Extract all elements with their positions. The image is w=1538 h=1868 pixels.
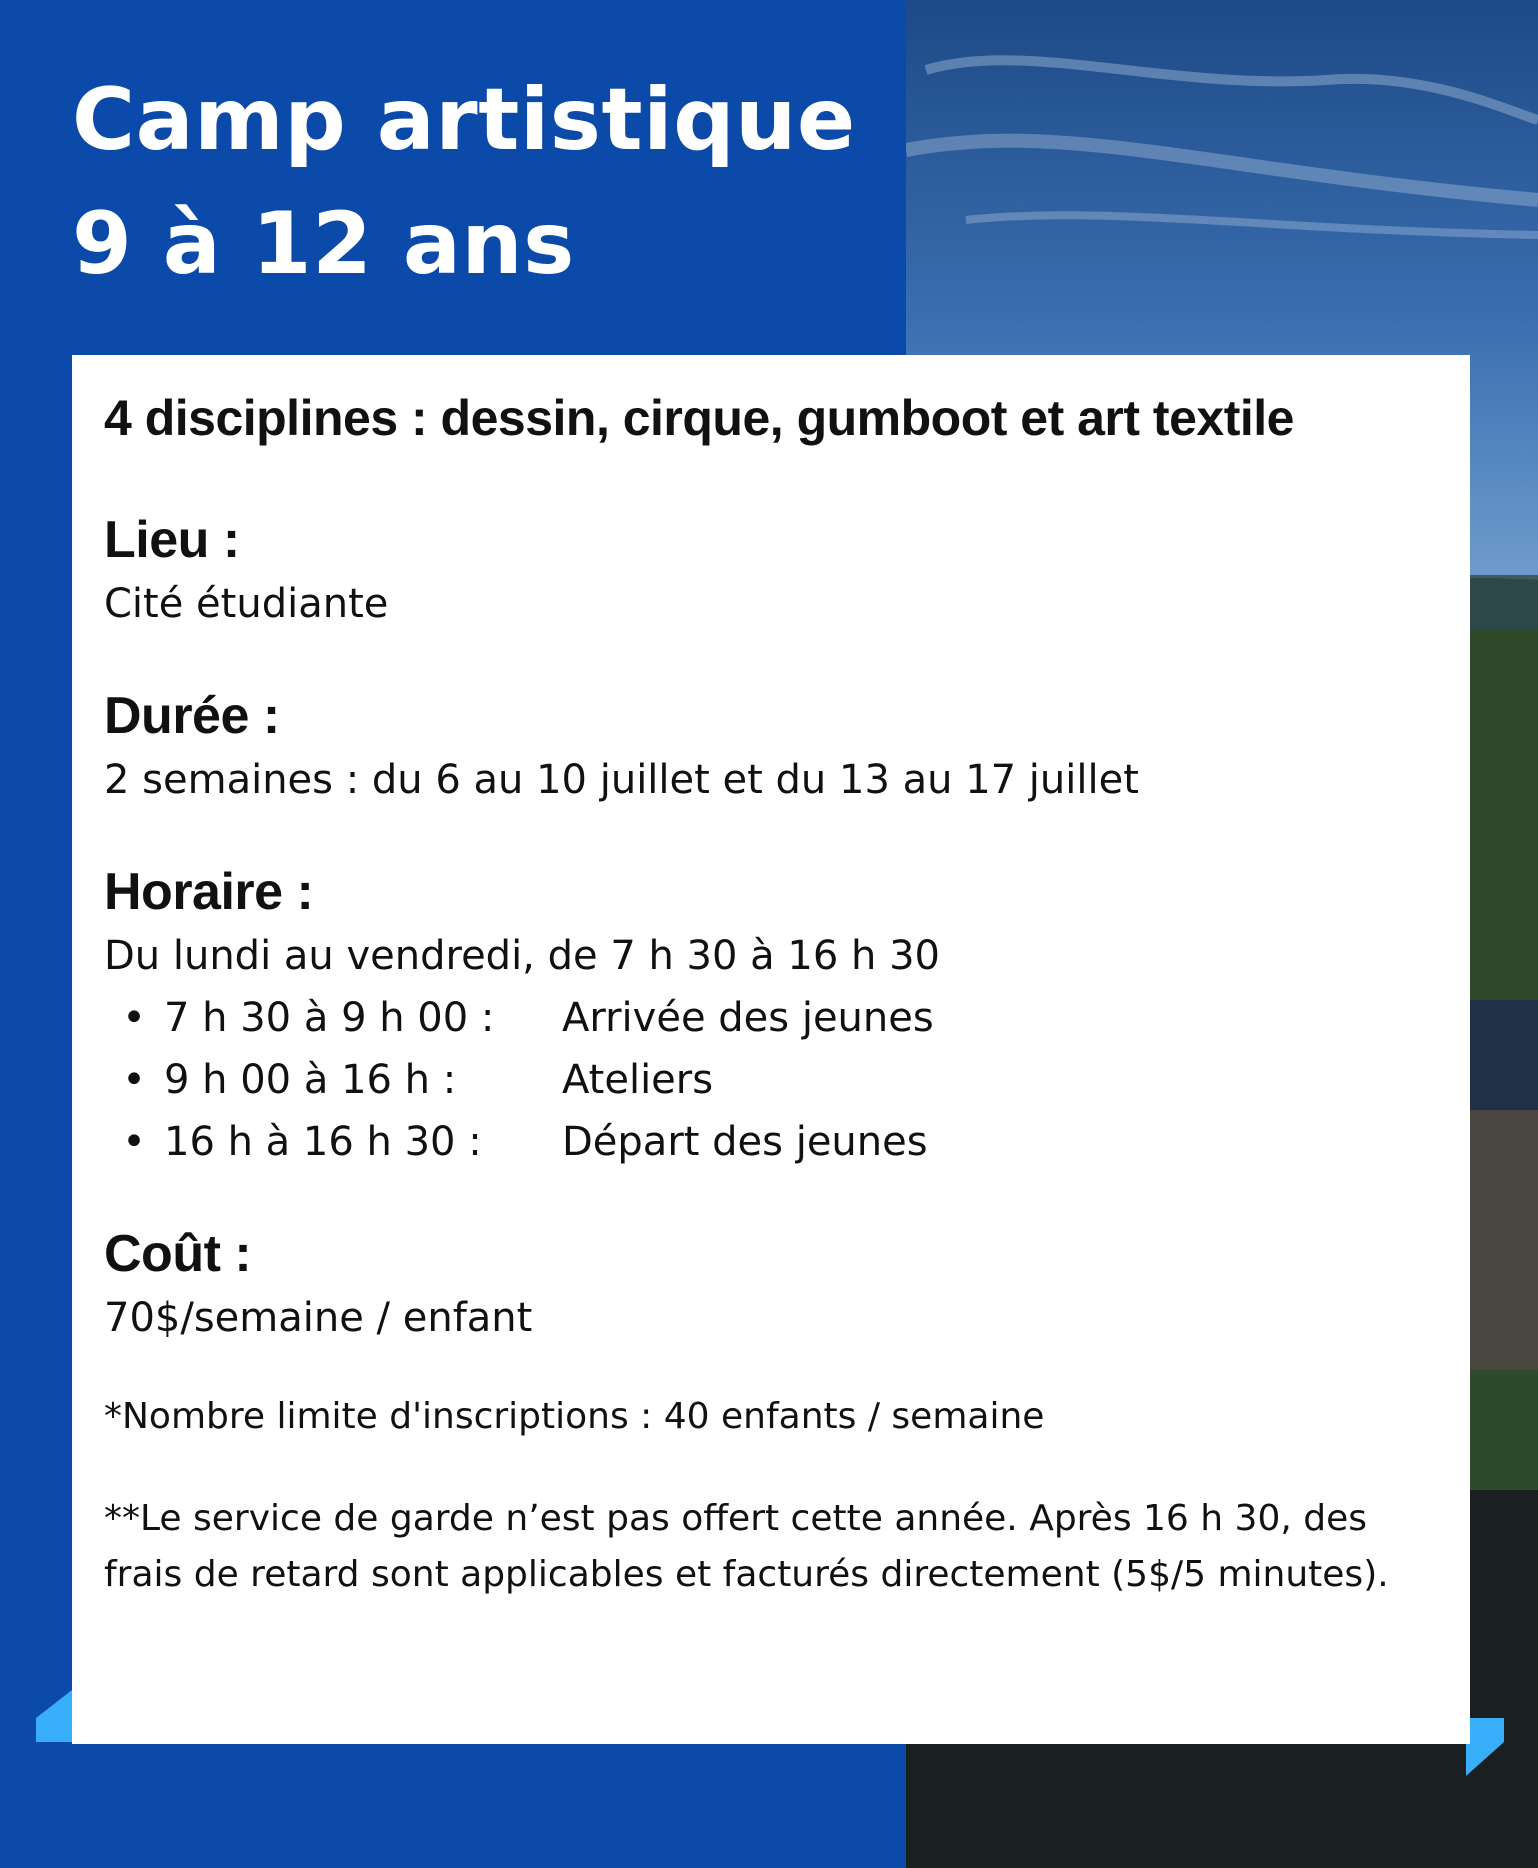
accent-corner-left: [36, 1690, 72, 1718]
lieu-text: Cité étudiante: [104, 581, 389, 627]
disciplines-headline: 4 disciplines : dessin, cirque, gumboot et art textile: [104, 390, 1294, 446]
schedule-time: 16 h à 16 h 30 :: [164, 1119, 482, 1165]
horaire-heading: Horaire :: [104, 863, 314, 921]
list-item: [104, 1049, 1438, 1111]
schedule-time: 9 h 00 à 16 h :: [164, 1057, 457, 1103]
duree-heading: Durée :: [104, 687, 280, 745]
accent-corner-right: [1466, 1742, 1504, 1776]
bullet-icon: •: [122, 1057, 146, 1103]
page-title: [72, 58, 856, 306]
list-item: [104, 987, 1438, 1049]
garde-note: **Le service de garde n’est pas offert cette année. Après 16 h 30, des frais de retard sont applicables et facturés directement (5$/5 minutes).: [104, 1498, 1389, 1595]
schedule-label: Départ des jeunes: [562, 1119, 928, 1165]
horaire-list: [104, 987, 1438, 1173]
schedule-time: 7 h 30 à 9 h 00 :: [164, 995, 495, 1041]
lieu-heading: Lieu :: [104, 511, 240, 569]
cout-heading: Coût :: [104, 1225, 252, 1283]
duree-text: 2 semaines : du 6 au 10 juillet et du 13 au 17 juillet: [104, 757, 1139, 803]
schedule-label: Ateliers: [562, 1057, 714, 1103]
bullet-icon: •: [122, 995, 146, 1041]
schedule-label: Arrivée des jeunes: [562, 995, 934, 1041]
horaire-text: Du lundi au vendredi, de 7 h 30 à 16 h 30: [104, 933, 940, 979]
limit-note: *Nombre limite d'inscriptions : 40 enfants / semaine: [104, 1396, 1045, 1437]
title-line-2: 9 à 12 ans: [72, 194, 575, 294]
list-item: [104, 1111, 1438, 1173]
title-line-1: Camp artistique: [72, 70, 856, 170]
info-card: [72, 355, 1470, 1744]
cout-text: 70$/semaine / enfant: [104, 1295, 533, 1341]
bullet-icon: •: [122, 1119, 146, 1165]
